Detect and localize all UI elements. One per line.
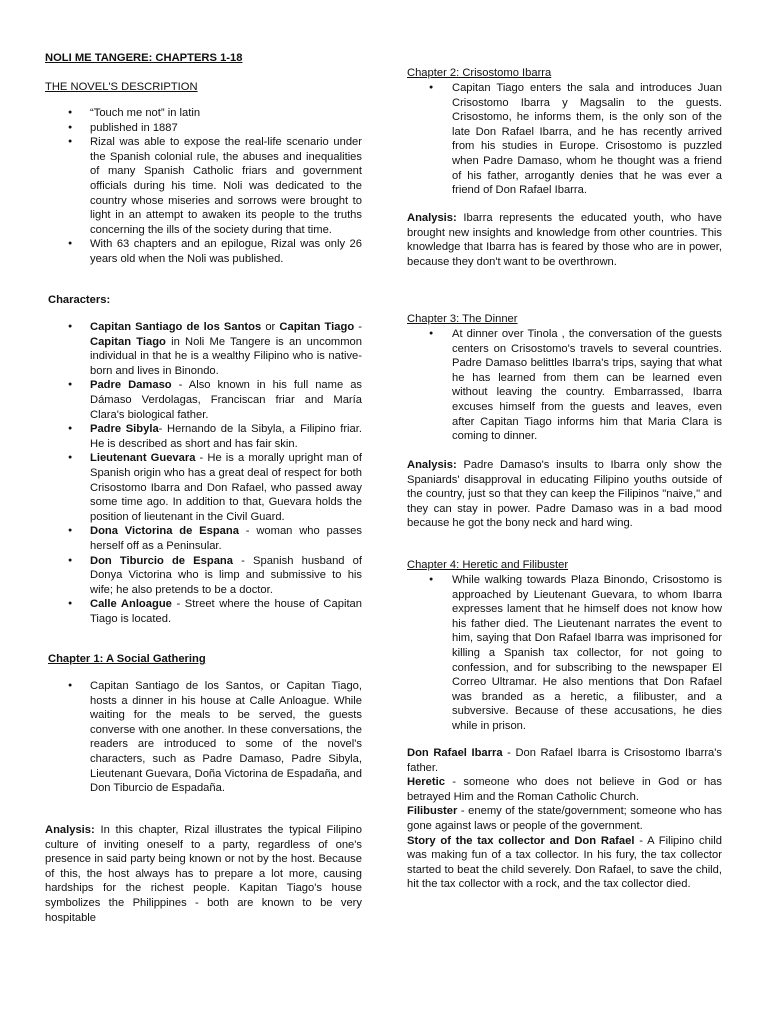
description-list [45, 106, 362, 267]
characters-heading: Characters: [48, 294, 111, 306]
chapter4-terms [407, 746, 722, 892]
list-item: ● While walking towards Plaza Binondo, Crisostomo is approached by Lieutenant Guevara, to whom Ibarra expresses lament that he himself does not know how his father died. The Lieutenant narrates the event to him, saying that Don Rafael Ibarra was imprisoned for killing a Spanish tax collector, for not going to confession, and for subscribing to the newspaper El Correo Ultramar. He also mentions that Don Rafael was branded as a heretic, a filibuster, and a subversive. Because of these accusations, he dies while in prison. [407, 573, 722, 734]
list-item: ● published in 1887 [45, 121, 362, 136]
chapter1-heading: Chapter 1: A Social Gathering [48, 653, 206, 665]
chapter4-heading: Chapter 4: Heretic and Filibuster [407, 559, 569, 571]
character-name: Dona Victorina de Espana [90, 525, 239, 538]
analysis-label: Analysis: [45, 824, 95, 836]
term-name: Heretic [407, 776, 445, 789]
chapter2-list [407, 81, 722, 198]
character-item: ● Calle Anloague - Street where the house of Capitan Tiago is located. [45, 597, 362, 626]
character-item: ● Dona Victorina de Espana - woman who passes herself off as a Peninsular. [45, 524, 362, 553]
list-item: ● Rizal was able to expose the real-life scenario under the Spanish colonial rule, the abuses and inequalities of many Spanish Catholic friars and government officials during his time. Noli was dedicated to the country whose miseries and sorrows were brought to light in an attempt to awaken its people to the truths concerning the ills of the society during that time. [45, 135, 362, 237]
character-item: ● Padre Damaso - Also known in his full name as Dámaso Verdolagas, Franciscan friar and María Clara's biological father. [45, 378, 362, 422]
term-name: Don Rafael Ibarra [407, 747, 503, 759]
chapter2-heading: Chapter 2: Crisostomo Ibarra [407, 67, 552, 79]
character-name: Don Tiburcio de Espana [90, 554, 233, 567]
analysis-label: Analysis: [407, 212, 457, 224]
list-item: ● With 63 chapters and an epilogue, Rizal was only 26 years old when the Noli was published. [45, 237, 362, 266]
character-name: Capitan Tiago [279, 321, 355, 333]
character-item: ● Capitan Santiago de los Santos or Capitan Tiago - Capitan Tiago in Noli Me Tangere is an uncommon individual in that he is a wealthy Filipino who is native-born and lives in Binondo. [45, 320, 362, 378]
term-item: Heretic - someone who does not believe in God or has betrayed Him and the Roman Catholic Church. [407, 776, 722, 803]
chapter4-list [407, 573, 722, 734]
chapter3-analysis: Analysis: Padre Damaso's insults to Ibarra only show the Spaniards' disapproval in educating Filipino youths outside of the country, just so that they can keep the Filipinos "naive," and they can stay in power. Padre Damaso was in a bad mood because he got the bony neck and hard wing. [407, 459, 722, 530]
term-item: Don Rafael Ibarra - Don Rafael Ibarra is Crisostomo Ibarra's father. [407, 747, 722, 774]
chapter3-list [407, 327, 722, 444]
list-item: ● “Touch me not” in latin [45, 106, 362, 121]
chapter1-list [45, 679, 362, 796]
list-item: ● Capitan Santiago de los Santos, or Capitan Tiago, hosts a dinner in his house at Calle Anloague. While waiting for the meals to be served, the guests converse with one another. In these conversations, the readers are introduced to some of the novel's characters, such as Padre Damaso, Padre Sibyla, Lieutenant Guevara, Doña Victorina de Espadaña, and Don Tiburcio de Espadaña. [45, 679, 362, 796]
list-item: ● At dinner over Tinola , the conversation of the guests centers on Crisostomo's travels to several countries. Padre Damaso belittles Ibarra's trips, saying that what he has learned from them can be learned even without leaving the country. Embarrassed, Ibarra excuses himself from the guests and leaves, even after Capitan Tiago informs him that Maria Clara is coming to dinner. [407, 327, 722, 444]
character-item: ● Don Tiburcio de Espana - Spanish husband of Donya Victorina who is limp and submissive to his wife; he also pretends to be a doctor. [45, 554, 362, 598]
character-name: Padre Damaso [90, 379, 172, 392]
description-heading: THE NOVEL'S DESCRIPTION [45, 81, 198, 93]
character-name: Lieutenant Guevara [90, 452, 196, 465]
term-item: Story of the tax collector and Don Rafael - A Filipino child was making fun of a tax collector. In his fury, the tax collector started to beat the child severely. Don Rafael, to save the child, hit the tax collector with a rock, and the tax collector died. [407, 834, 722, 891]
character-item: ● Lieutenant Guevara - He is a morally upright man of Spanish origin who has a great deal of respect for both Crisostomo Ibarra and Don Rafael, who passed away some time ago. In addition to that, Guevara holds the position of lieutenant in the Civil Guard. [45, 451, 362, 524]
term-name: Filibuster [407, 805, 458, 818]
chapter3-heading: Chapter 3: The Dinner [407, 313, 518, 325]
term-name: Story of the tax collector and Don Rafael [407, 834, 635, 847]
character-name: Capitan Tiago [90, 335, 166, 348]
character-item: ● Padre Sibyla- Hernando de la Sibyla, a Filipino friar. He is described as short and has fair skin. [45, 422, 362, 451]
character-name: Calle Anloague [90, 598, 172, 611]
character-name: Capitan Santiago de los Santos [90, 321, 262, 333]
term-item: Filibuster - enemy of the state/government; someone who has gone against laws or people of the government. [407, 805, 722, 832]
chapter1-analysis: Analysis: In this chapter, Rizal illustrates the typical Filipino culture of inviting oneself to a party, regardless of one's presence in said party being known or not by the host. Because of this, the host always has to prepare a lot more, causing hardships for the richest people. Kapitan Tiago's house symbolizes the Philippines - both are known to be very hospitable [45, 824, 362, 924]
characters-list [45, 320, 362, 626]
document-title: NOLI ME TANGERE: CHAPTERS 1-18 [45, 52, 243, 64]
chapter2-analysis: Analysis: Ibarra represents the educated youth, who have brought new insights and knowledge from other countries. This knowledge that Ibarra has is feared by those who are in power, because they don't want to be overthrown. [407, 212, 722, 268]
analysis-label: Analysis: [407, 459, 457, 471]
character-name: Padre Sibyla [90, 423, 159, 436]
list-item: ● Capitan Tiago enters the sala and introduces Juan Crisostomo Ibarra y Magsalin to the guests. Crisostomo, he informs them, is the only son of the late Don Rafael Ibarra, and he has recently arrived from his studies in Europe. Crisostomo is puzzled when Padre Damaso, whom he thought was a friend of his father, arrogantly denies that he was ever a friend of Don Rafael Ibarra. [407, 81, 722, 198]
